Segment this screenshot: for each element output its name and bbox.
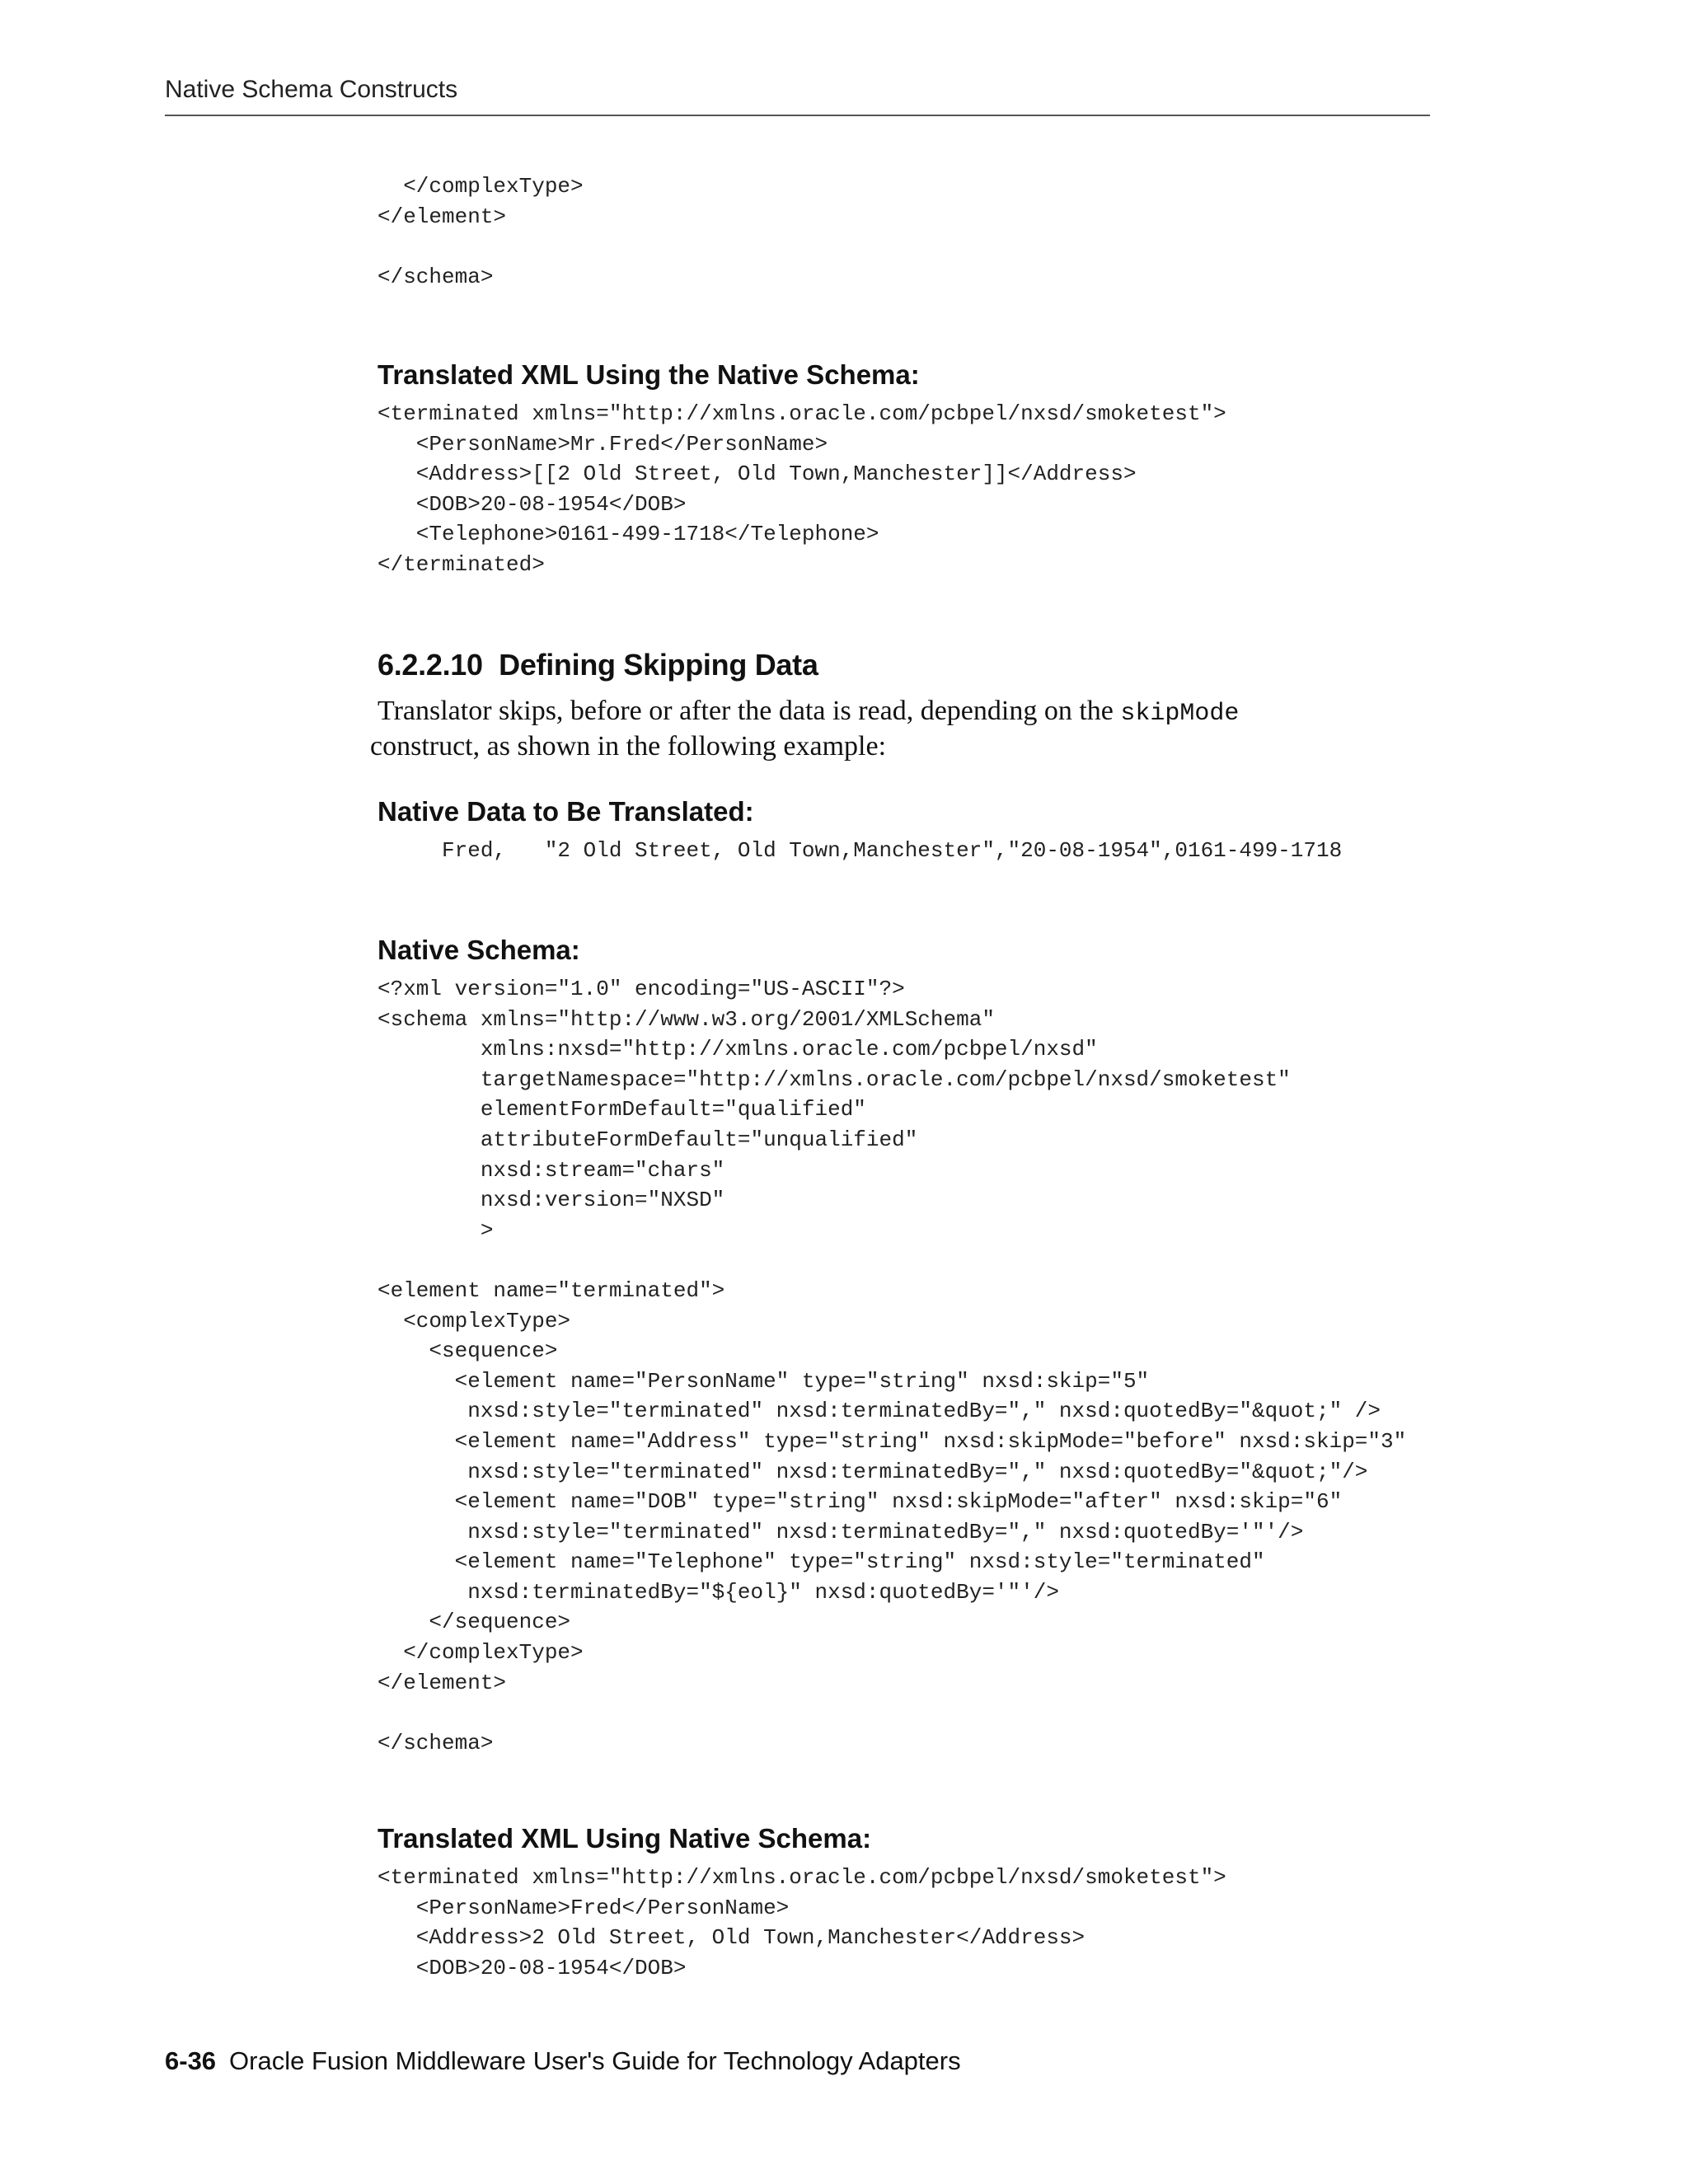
- code-block-native-schema: <?xml version="1.0" encoding="US-ASCII"?> <schema xmlns="http://www.w3.org/2001/XMLSchema" xmlns:nxsd="http://xmlns.oracle.com/pcbpel/nxsd" targetNamespace="http://xmlns.oracle.com/pcbpel/nxsd/smoketest" elementFormDefault="qualified" attributeFormDefault="unqualified" nxsd:stream="chars" nxsd:version="NXSD" > <element name="terminated"> <complexType> <sequence> <element name="PersonName" type="string" nxsd:skip="5" nxsd:style="terminated" nxsd:terminatedBy="," nxsd:quotedBy="&quot;" /> <element name="Address" type="string" nxsd:skipMode="before" nxsd:skip="3" nxsd:style="terminated" nxsd:terminatedBy="," nxsd:quotedBy="&quot;"/> <element name="DOB" type="string" nxsd:skipMode="after" nxsd:skip="6" nxsd:style="terminated" nxsd:terminatedBy="," nxsd:quotedBy='"'/> <element name="Telephone" type="string" nxsd:style="terminated" nxsd:terminatedBy="${eol}" nxsd:quotedBy='"'/> </sequence> </complexType> </element> </schema>: [377, 977, 1407, 1755]
- section-title: Defining Skipping Data: [499, 648, 818, 682]
- subheading-native-data: Native Data to Be Translated:: [377, 796, 754, 827]
- header-divider: [165, 115, 1430, 116]
- book-title: Oracle Fusion Middleware User's Guide for Technology Adapters: [229, 2046, 961, 2075]
- code-block-translated-xml-1: <terminated xmlns="http://xmlns.oracle.com/pcbpel/nxsd/smoketest"> <PersonName>Mr.Fred</PersonName> <Address>[[2 Old Street, Old Town,Manchester]]</Address> <DOB>20-08-1954</DOB> <Telephone>0161-499-1718</Telephone> </terminated>: [377, 401, 1226, 577]
- page-footer: [165, 2046, 961, 2076]
- subheading-translated-xml-2: Translated XML Using Native Schema:: [377, 1823, 872, 1854]
- subheading-native-schema: Native Schema:: [377, 935, 580, 965]
- page-number: 6-36: [165, 2046, 217, 2075]
- subheading-translated-xml-1: Translated XML Using the Native Schema:: [377, 359, 920, 390]
- section-heading: [377, 648, 818, 682]
- code-block-schema-end: </complexType> </element> </schema>: [377, 174, 584, 289]
- code-block-translated-xml-2: <terminated xmlns="http://xmlns.oracle.com/pcbpel/nxsd/smoketest"> <PersonName>Fred</PersonName> <Address>2 Old Street, Old Town,Manchester</Address> <DOB>20-08-1954</DOB>: [377, 1865, 1226, 1980]
- section-number: 6.2.2.10: [377, 648, 483, 682]
- running-header: Native Schema Constructs: [165, 76, 458, 103]
- inline-code-skipmode: skipMode: [1120, 700, 1240, 728]
- section-paragraph: Translator skips, before or after the data is read, depending on the skipMode construct, as shown in the following example:: [370, 696, 1240, 762]
- code-block-native-data: Fred, "2 Old Street, Old Town,Manchester","20-08-1954",0161-499-1718: [377, 838, 1343, 863]
